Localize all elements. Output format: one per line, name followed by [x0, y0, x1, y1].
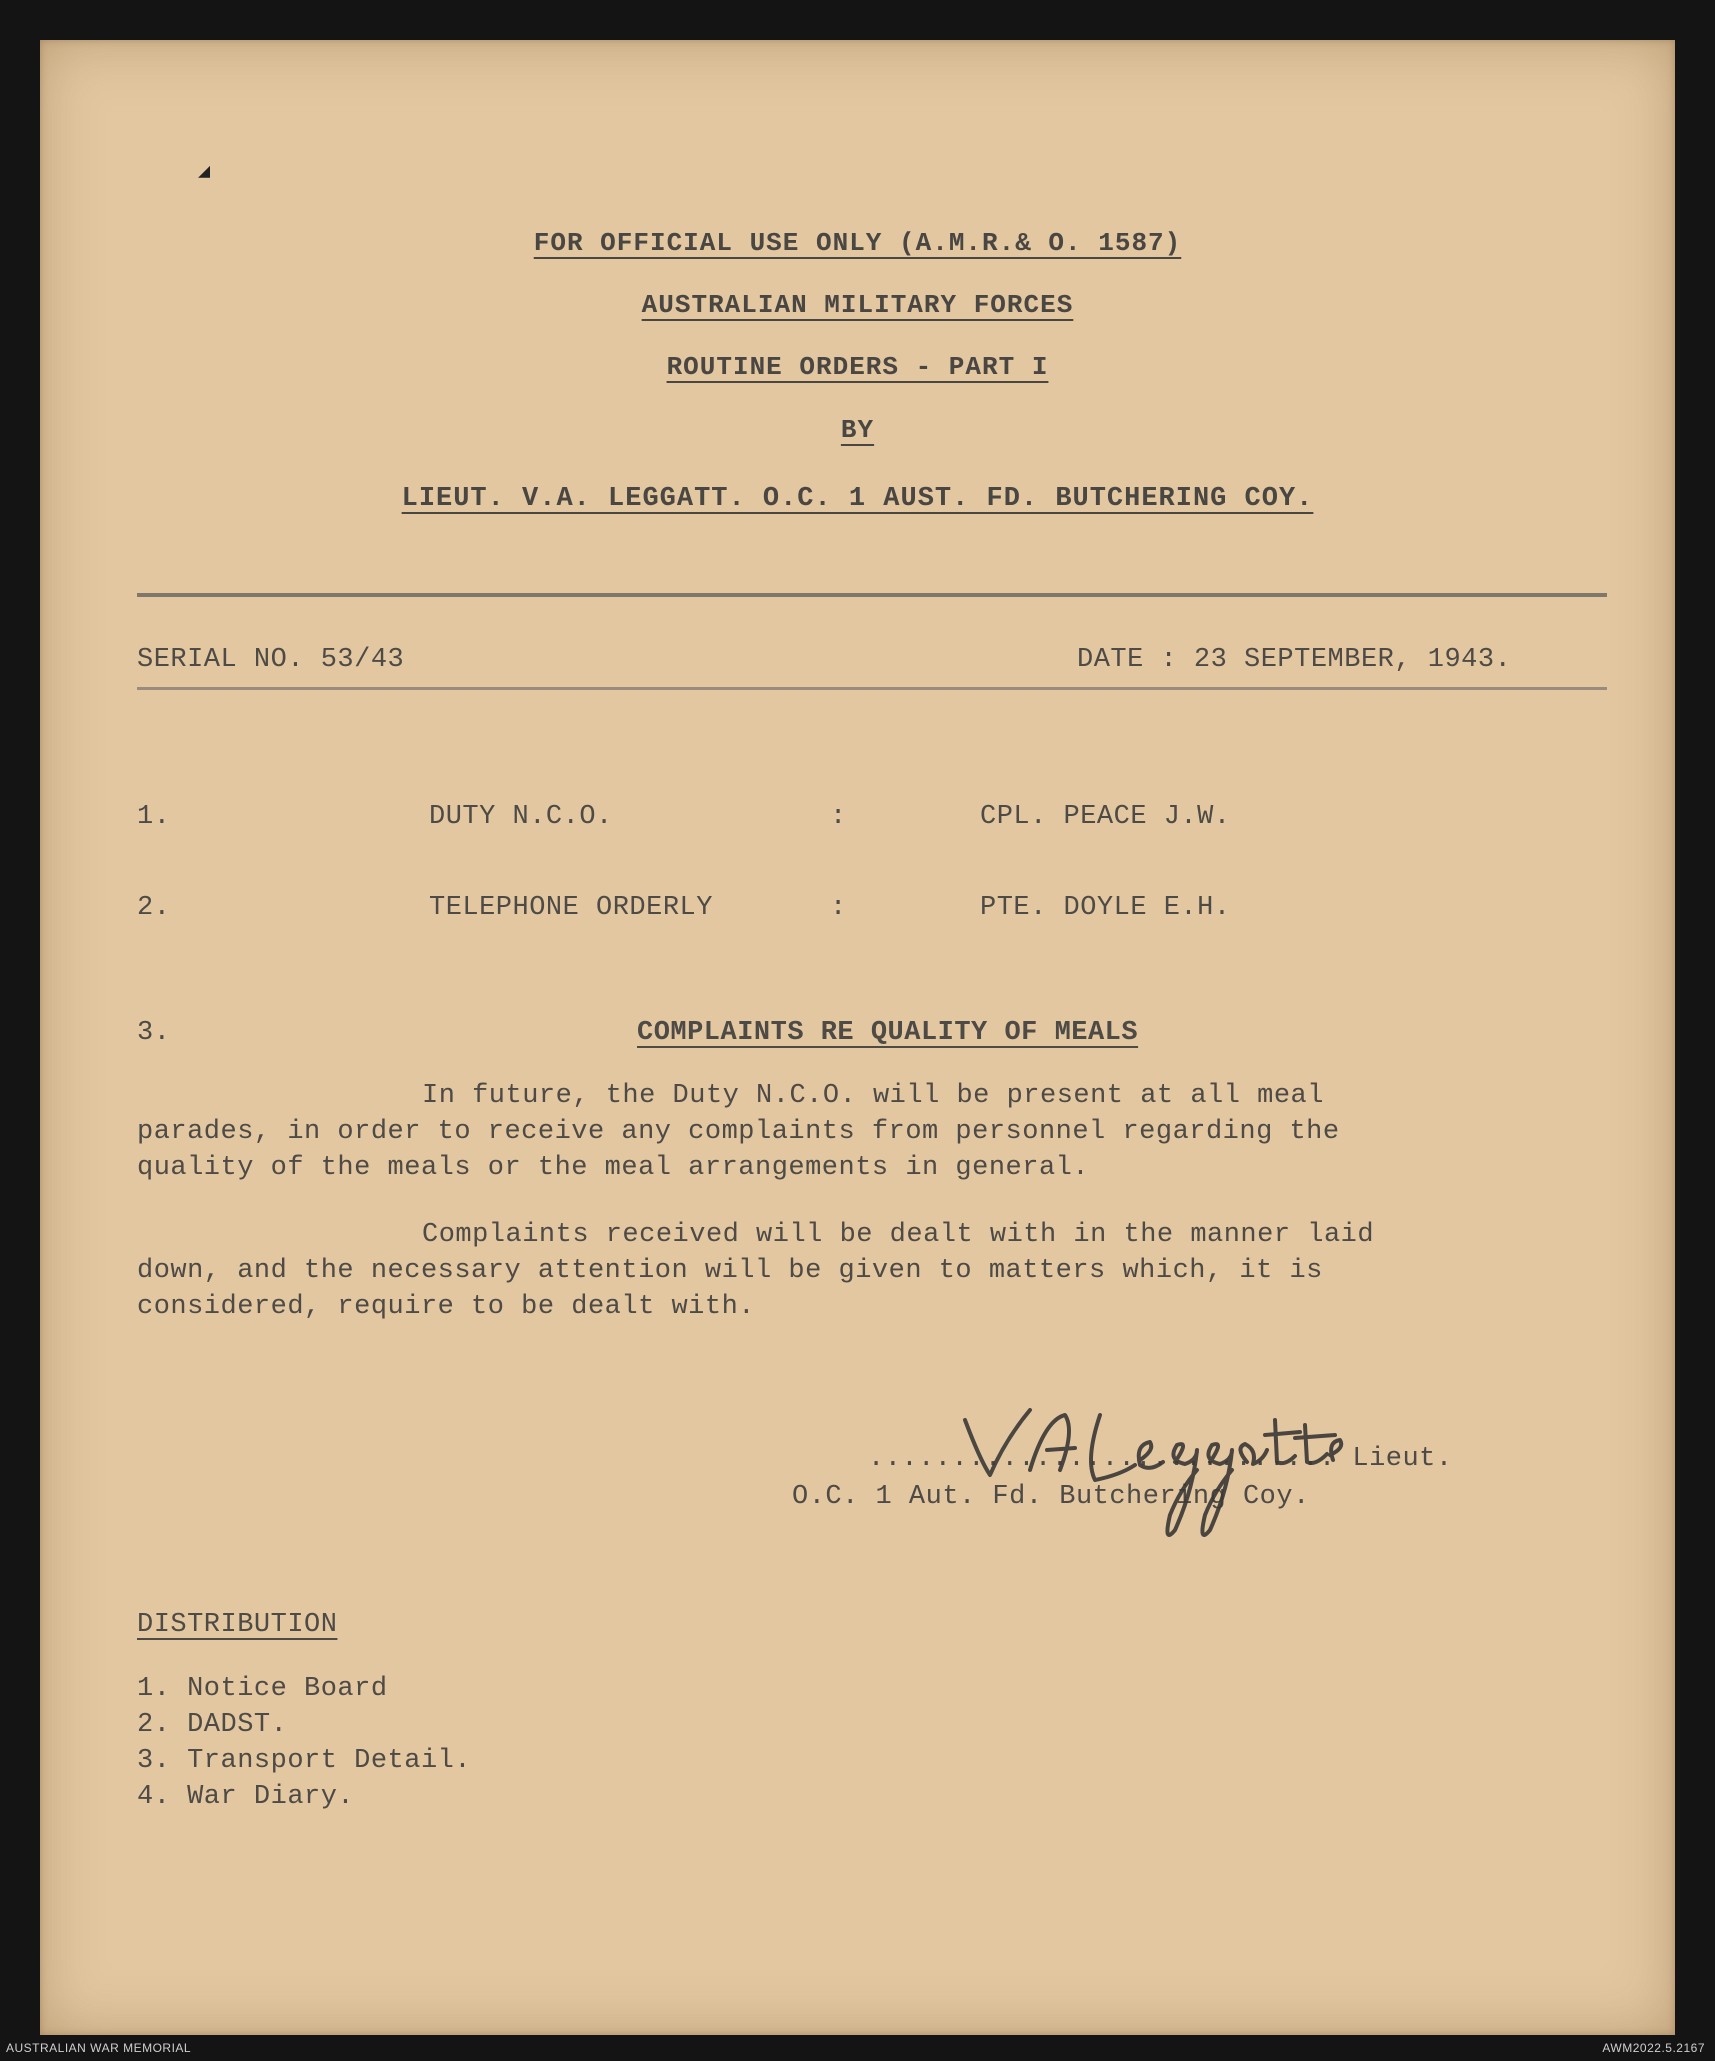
- item-3-paragraph-2: [137, 1217, 1607, 1325]
- header-line-2: AUSTRALIAN MILITARY FORCES: [641, 290, 1074, 320]
- distribution-item-1: 1. Notice Board: [137, 1674, 388, 1704]
- distribution-item-4: 4. War Diary.: [137, 1782, 355, 1812]
- duty-1-role: DUTY N.C.O.: [429, 802, 613, 832]
- header-line-4: BY: [840, 415, 875, 445]
- paragraph-1-line-1: In future, the Duty N.C.O. will be present at all meal: [422, 1081, 1324, 1111]
- duty-1-name: CPL. PEACE J.W.: [980, 802, 1231, 832]
- duty-2-role: TELEPHONE ORDERLY: [429, 893, 713, 923]
- item-3-title: COMPLAINTS RE QUALITY OF MEALS: [637, 1018, 1139, 1048]
- serial-number: SERIAL NO. 53/43: [137, 645, 405, 675]
- paragraph-2-line-3: considered, require to be dealt with.: [137, 1292, 755, 1322]
- duty-1-separator: :: [830, 802, 847, 832]
- signature-title: O.C. 1 Aut. Fd. Butchering Coy.: [792, 1482, 1310, 1512]
- footer-accession-number: AWM2022.5.2167: [1602, 2041, 1705, 2055]
- paragraph-1-line-3: quality of the meals or the meal arrangements in general.: [137, 1153, 1090, 1183]
- duty-2-name: PTE. DOYLE E.H.: [980, 893, 1231, 923]
- duty-2-separator: :: [830, 893, 847, 923]
- header-line-5: LIEUT. V.A. LEGGATT. O.C. 1 AUST. FD. BUTCHERING COY.: [401, 484, 1314, 514]
- distribution-item-3: 3. Transport Detail.: [137, 1746, 472, 1776]
- document-page: [40, 40, 1675, 2035]
- divider-top: [137, 593, 1607, 597]
- divider-bottom: [137, 687, 1607, 690]
- signature-line: ............................ Lieut.: [868, 1444, 1453, 1474]
- paragraph-1-line-2: parades, in order to receive any complaints from personnel regarding the: [137, 1117, 1340, 1147]
- item-3-number: 3.: [137, 1018, 171, 1048]
- header-line-3: ROUTINE ORDERS - PART I: [666, 352, 1049, 382]
- ink-mark: ◢: [198, 161, 211, 184]
- paragraph-2-line-1: Complaints received will be dealt with in the manner laid: [422, 1220, 1375, 1250]
- distribution-title: DISTRIBUTION: [137, 1610, 338, 1640]
- duty-2-number: 2.: [137, 893, 171, 923]
- distribution-item-2: 2. DADST.: [137, 1710, 288, 1740]
- handwritten-signature: [935, 1380, 1355, 1550]
- header-line-1: FOR OFFICIAL USE ONLY (A.M.R.& O. 1587): [533, 228, 1182, 258]
- paragraph-2-line-2: down, and the necessary attention will be given to matters which, it is: [137, 1256, 1323, 1286]
- duty-1-number: 1.: [137, 802, 171, 832]
- item-3-paragraph-1: [137, 1078, 1607, 1186]
- order-date: DATE : 23 SEPTEMBER, 1943.: [1077, 645, 1512, 675]
- footer-credit: AUSTRALIAN WAR MEMORIAL: [6, 2041, 192, 2055]
